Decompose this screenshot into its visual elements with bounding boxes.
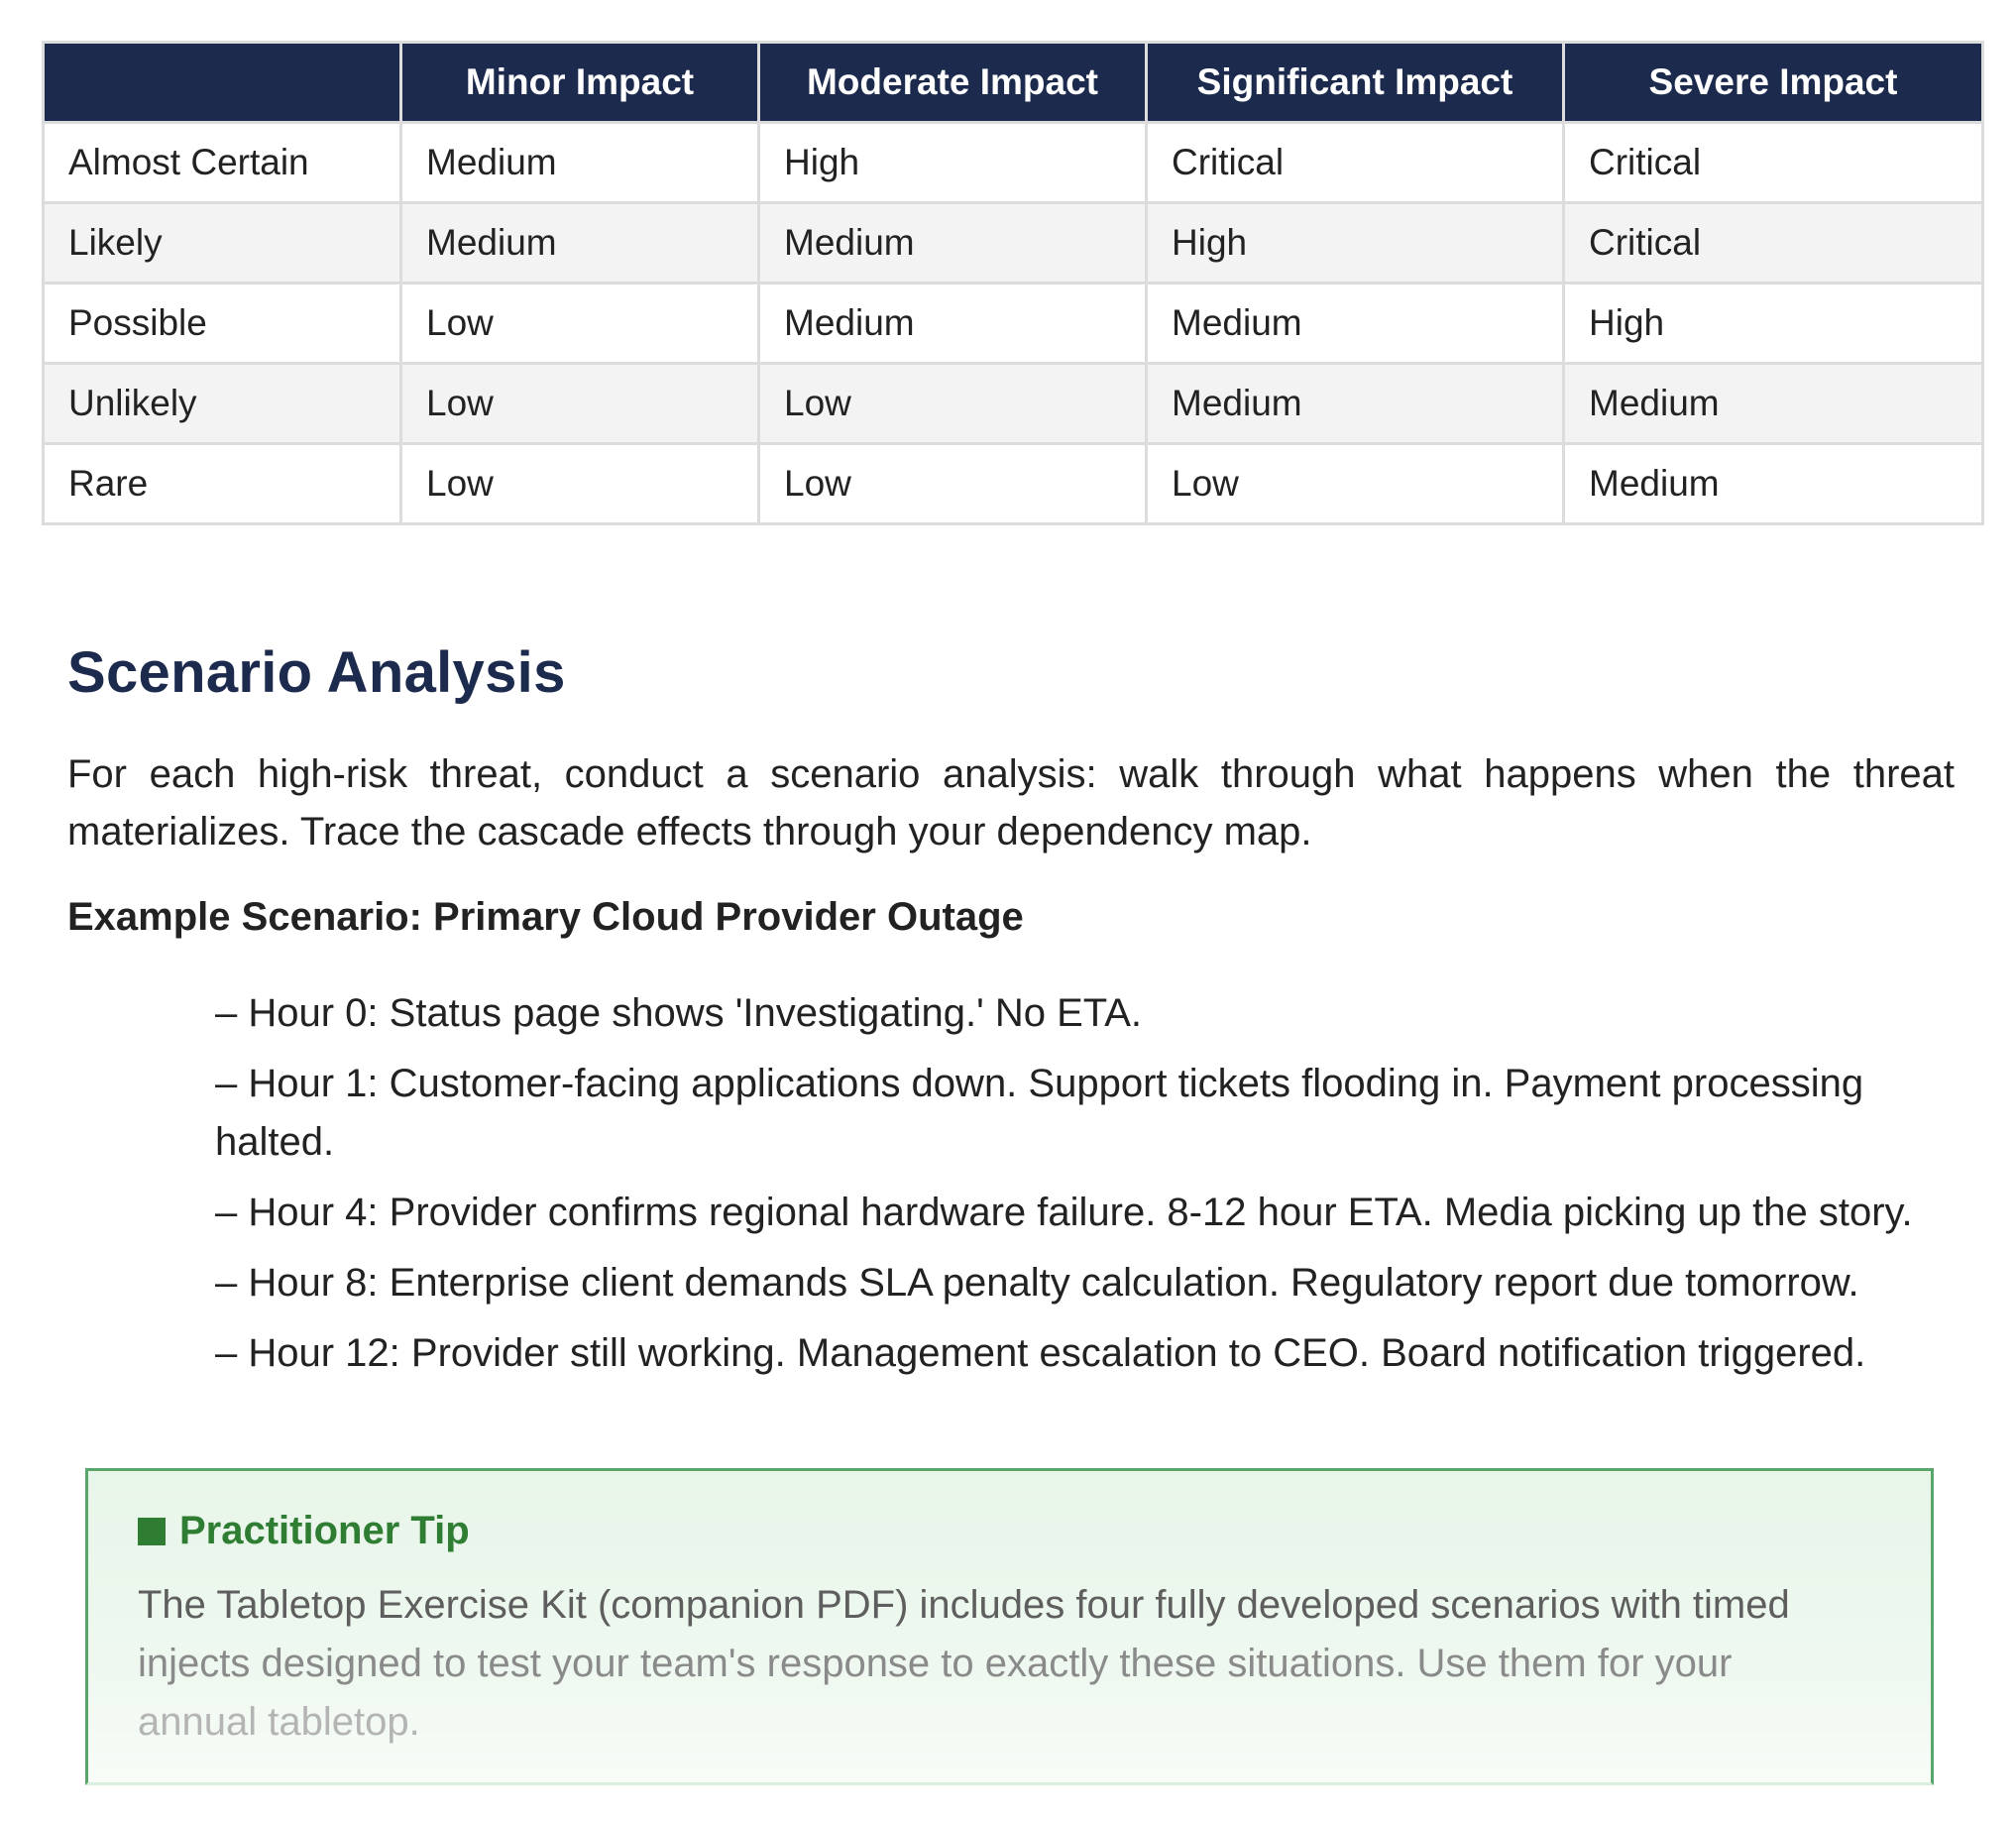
practitioner-tip-box	[85, 1468, 1934, 1785]
table-cell: Low	[401, 284, 759, 364]
table-cell: High	[759, 123, 1147, 203]
table-cell: Low	[759, 444, 1147, 524]
section-heading: Scenario Analysis	[67, 640, 566, 705]
tip-body-line: The Tabletop Exercise Kit (companion PDF) includes four fully developed scenarios with timed	[138, 1583, 1790, 1627]
row-label: Unlikely	[44, 364, 401, 444]
tip-title	[138, 1509, 470, 1553]
intro-paragraph: For each high-risk threat, conduct a scenario analysis: walk through what happens when the threat materializes. Trace the cascade effects through your dependency map.	[67, 752, 1955, 854]
table-header-moderate-impact: Moderate Impact	[759, 43, 1147, 123]
tip-body	[138, 1576, 1912, 1752]
table-cell: Low	[401, 364, 759, 444]
table-cell: Medium	[1147, 284, 1564, 364]
table-cell: Medium	[759, 284, 1147, 364]
risk-matrix-table	[42, 41, 1984, 525]
square-bullet-icon	[138, 1518, 166, 1545]
tip-body-line: annual tabletop.	[138, 1700, 420, 1744]
row-label: Possible	[44, 284, 401, 364]
timeline-item: – Hour 4: Provider confirms regional hardware failure. 8-12 hour ETA. Media picking up the story.	[215, 1191, 1913, 1234]
row-label: Almost Certain	[44, 123, 401, 203]
table-row	[44, 444, 1983, 524]
table-cell: Medium	[1564, 444, 1983, 524]
table-row	[44, 284, 1983, 364]
table-header-severe-impact: Severe Impact	[1564, 43, 1983, 123]
timeline-item: – Hour 12: Provider still working. Management escalation to CEO. Board notification triggered.	[215, 1331, 1866, 1375]
table-cell: Medium	[401, 123, 759, 203]
timeline-item: – Hour 0: Status page shows 'Investigating.' No ETA.	[215, 991, 1143, 1035]
table-cell: High	[1564, 284, 1983, 364]
timeline-item: – Hour 8: Enterprise client demands SLA penalty calculation. Regulatory report due tomorrow.	[215, 1261, 1859, 1305]
row-label: Likely	[44, 203, 401, 284]
table-cell: Critical	[1147, 123, 1564, 203]
table-row	[44, 364, 1983, 444]
table-cell: Low	[759, 364, 1147, 444]
table-cell: Low	[1147, 444, 1564, 524]
tip-title-text: Practitioner Tip	[179, 1509, 470, 1552]
table-cell: Low	[401, 444, 759, 524]
table-cell: Medium	[759, 203, 1147, 284]
table-cell: Medium	[1564, 364, 1983, 444]
table-row	[44, 123, 1983, 203]
table-cell: Critical	[1564, 123, 1983, 203]
table-cell: High	[1147, 203, 1564, 284]
table-header-minor-impact: Minor Impact	[401, 43, 759, 123]
table-cell: Medium	[1147, 364, 1564, 444]
scenario-timeline	[215, 984, 1960, 1395]
table-cell: Critical	[1564, 203, 1983, 284]
tip-body-line: injects designed to test your team's response to exactly these situations. Use them for your	[138, 1642, 1733, 1685]
row-label: Rare	[44, 444, 401, 524]
table-header-significant-impact: Significant Impact	[1147, 43, 1564, 123]
table-header-corner	[44, 43, 401, 123]
table-row	[44, 203, 1983, 284]
example-scenario-heading: Example Scenario: Primary Cloud Provider Outage	[67, 895, 1024, 939]
table-cell: Medium	[401, 203, 759, 284]
timeline-item: – Hour 1: Customer-facing applications down. Support tickets flooding in. Payment processing halted.	[215, 1062, 1864, 1164]
table-header-row	[44, 43, 1983, 123]
